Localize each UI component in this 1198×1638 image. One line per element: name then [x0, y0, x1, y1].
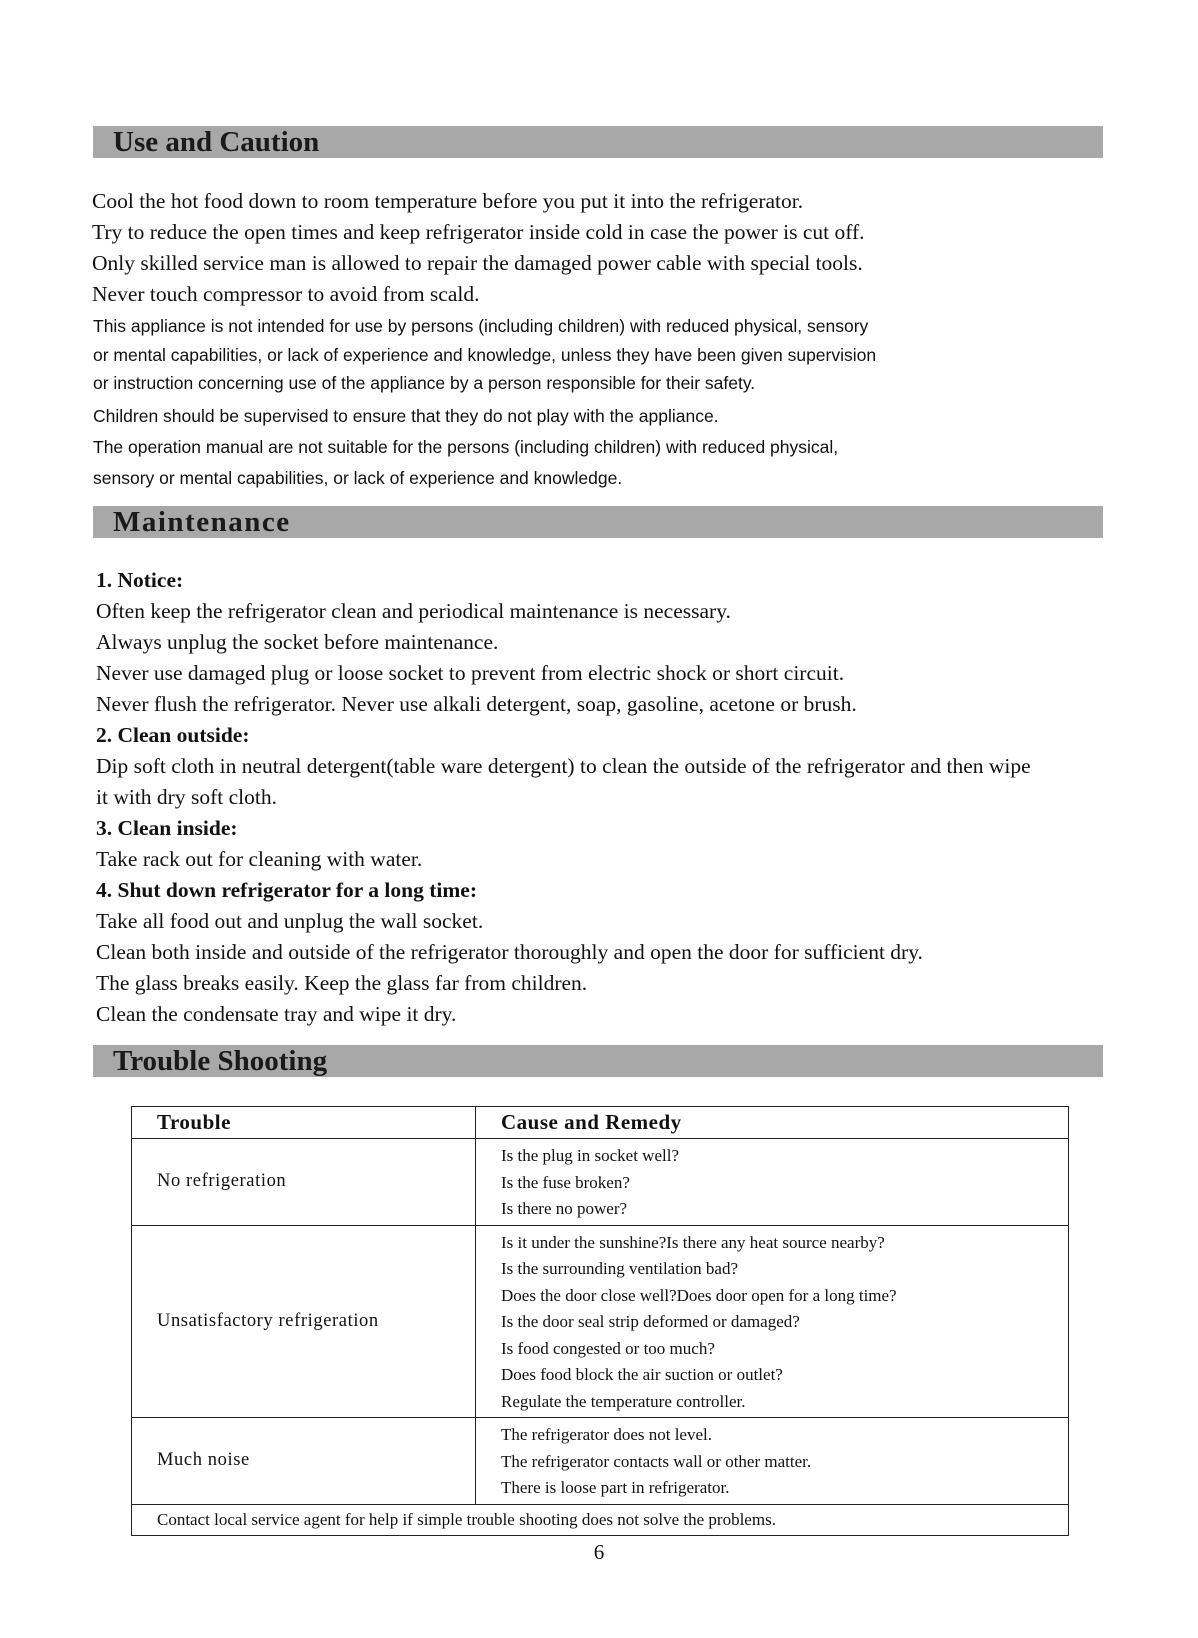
- notice-line: Never flush the refrigerator. Never use alkali detergent, soap, gasoline, acetone or brush.: [96, 692, 857, 716]
- caution-note-line: This appliance is not intended for use by persons (including children) with reduced physical, sensory: [93, 316, 869, 336]
- cause-cell: [476, 1139, 1069, 1226]
- caution-note-line: Children should be supervised to ensure that they do not play with the appliance.: [93, 406, 719, 426]
- maintenance-heading: Maintenance: [93, 506, 1103, 538]
- table-row: [132, 1225, 1069, 1418]
- trouble-column-header: Trouble: [132, 1107, 476, 1139]
- caution-line: Only skilled service man is allowed to repair the damaged power cable with special tools.: [92, 251, 863, 275]
- shutdown-line: Take all food out and unplug the wall socket.: [96, 909, 484, 933]
- table-row: [132, 1139, 1069, 1226]
- caution-line: Try to reduce the open times and keep refrigerator inside cold in case the power is cut off.: [92, 220, 865, 244]
- table-footer-note: Contact local service agent for help if simple trouble shooting does not solve the problems.: [132, 1504, 1069, 1535]
- shutdown-line: Clean both inside and outside of the refrigerator thoroughly and open the door for sufficient dry.: [96, 940, 923, 964]
- clean-outside-heading: 2. Clean outside:: [96, 723, 250, 747]
- clean-inside-line: Take rack out for cleaning with water.: [96, 847, 423, 871]
- table-footer-row: [132, 1504, 1069, 1535]
- caution-note-line: or mental capabilities, or lack of experience and knowledge, unless they have been given supervision: [93, 345, 877, 365]
- page-number: 6: [593, 1540, 605, 1564]
- cause-item: Is there no power?: [501, 1199, 628, 1218]
- notice-line: Often keep the refrigerator clean and periodical maintenance is necessary.: [96, 599, 731, 623]
- cause-item: The refrigerator contacts wall or other matter.: [501, 1451, 812, 1471]
- table-header-row: [132, 1107, 1069, 1139]
- caution-line: Never touch compressor to avoid from scald.: [92, 282, 480, 306]
- notice-line: Never use damaged plug or loose socket to prevent from electric shock or short circuit.: [96, 661, 845, 685]
- use-caution-heading: Use and Caution: [93, 126, 1103, 158]
- cause-item: Is it under the sunshine?Is there any heat source nearby?: [501, 1232, 885, 1252]
- trouble-cell: Much noise: [132, 1418, 476, 1505]
- trouble-shooting-table: [131, 1106, 1069, 1536]
- clean-inside-heading: 3. Clean inside:: [96, 816, 238, 840]
- caution-note-line: The operation manual are not suitable for the persons (including children) with reduced physical,: [93, 437, 839, 457]
- cause-item: The refrigerator does not level.: [501, 1425, 712, 1444]
- notice-heading: 1. Notice:: [96, 568, 184, 592]
- shutdown-heading: 4. Shut down refrigerator for a long time:: [96, 878, 477, 902]
- shutdown-line: The glass breaks easily. Keep the glass far from children.: [96, 971, 588, 995]
- trouble-cell: Unsatisfactory refrigeration: [132, 1225, 476, 1418]
- shutdown-line: Clean the condensate tray and wipe it dry.: [96, 1002, 457, 1026]
- table-row: [132, 1418, 1069, 1505]
- clean-outside-line: it with dry soft cloth.: [96, 785, 277, 809]
- cause-item: Is the surrounding ventilation bad?: [501, 1259, 739, 1278]
- cause-item: Does the door close well?Does door open for a long time?: [501, 1285, 897, 1305]
- notice-line: Always unplug the socket before maintenance.: [96, 630, 499, 654]
- caution-note-line: sensory or mental capabilities, or lack of experience and knowledge.: [93, 468, 623, 488]
- caution-line: Cool the hot food down to room temperature before you put it into the refrigerator.: [92, 189, 804, 213]
- cause-column-header: Cause and Remedy: [476, 1107, 1069, 1139]
- cause-item: Does food block the air suction or outlet?: [501, 1365, 783, 1384]
- trouble-cell: No refrigeration: [132, 1139, 476, 1226]
- cause-item: There is loose part in refrigerator.: [501, 1478, 730, 1497]
- caution-note-line: or instruction concerning use of the appliance by a person responsible for their safety.: [93, 373, 756, 393]
- clean-outside-line: Dip soft cloth in neutral detergent(table ware detergent) to clean the outside of the refrigerator and then wipe: [96, 754, 1031, 778]
- cause-item: Is food congested or too much?: [501, 1338, 715, 1358]
- cause-cell: [476, 1418, 1069, 1505]
- cause-item: Is the plug in socket well?: [501, 1146, 679, 1165]
- cause-item: Is the fuse broken?: [501, 1172, 630, 1192]
- trouble-shooting-heading: Trouble Shooting: [93, 1045, 1103, 1077]
- cause-cell: [476, 1225, 1069, 1418]
- cause-item: Regulate the temperature controller.: [501, 1391, 746, 1411]
- cause-item: Is the door seal strip deformed or damaged?: [501, 1312, 800, 1331]
